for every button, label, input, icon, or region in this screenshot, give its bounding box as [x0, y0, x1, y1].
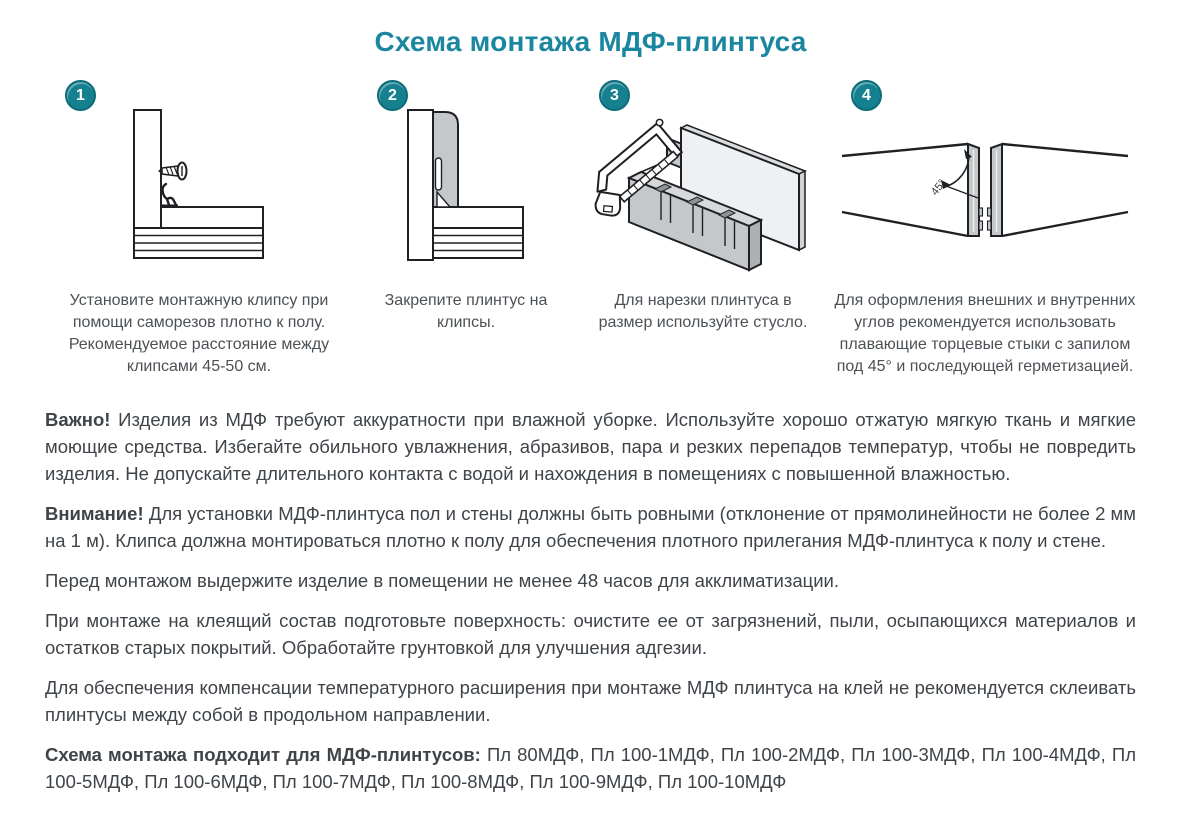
step-2-number-badge: 2 — [377, 80, 408, 111]
note-acclimatization-text: Перед монтажом выдержите изделие в помещении не менее 48 часов для акклиматизации. — [45, 570, 840, 592]
note-compatible-models — [45, 741, 1136, 795]
step-3-caption: Для нарезки плинтуса в размер используйте стусло. — [598, 292, 808, 332]
step-4 — [831, 80, 1139, 378]
step-3 — [579, 80, 827, 378]
step-2 — [357, 80, 575, 378]
note-compatible-models-list: Пл 80МДФ, Пл 100-1МДФ, Пл 100-2МДФ, Пл 100-3МДФ, Пл 100-4МДФ, Пл 100-5МДФ, Пл 100-6МДФ, Пл 100-7МДФ, Пл 100-8МДФ, Пл 100-9МДФ, Пл 100-10МДФ — [45, 744, 1136, 793]
step-1-diagram — [45, 80, 353, 278]
angle-45-label: 45° — [928, 177, 949, 198]
note-important — [45, 406, 1136, 487]
step-4-caption: Для оформления внешних и внутренних углов рекомендуется использовать плавающие торцевые стыки с запилом под 45° и последующей герметизацией. — [834, 292, 1136, 376]
saw-handle-icon — [589, 184, 628, 223]
plinth-on-clip-diagram — [406, 108, 526, 264]
corner-joint-diagram — [840, 140, 1130, 252]
right-plinth-piece-icon — [988, 144, 1129, 236]
left-plinth-piece-icon — [842, 144, 983, 236]
note-important-lead: Важно! — [45, 409, 111, 431]
miter-box-saw-diagram — [581, 86, 826, 282]
note-expansion-text: Для обеспечения компенсации температурного расширения при монтаже МДФ плинтуса на клей не рекомендуется склеивать плинтусы между собой в продольном направлении. — [45, 677, 1136, 726]
step-1 — [45, 80, 353, 378]
floor-slab-icon — [433, 207, 523, 228]
screw-icon — [158, 163, 187, 180]
step-3-number-badge: 3 — [599, 80, 630, 111]
floor-slab-icon — [161, 207, 263, 228]
note-compatible-models-lead: Схема монтажа подходит для МДФ-плинтусов: — [45, 744, 481, 766]
note-expansion — [45, 674, 1136, 728]
step-2-caption: Закрепите плинтус на клипсы. — [384, 292, 548, 332]
note-glue-surface — [45, 607, 1136, 661]
wall-clip-diagram — [132, 108, 267, 264]
notes-section — [45, 406, 1136, 795]
note-attention — [45, 500, 1136, 554]
page-title: Схема монтажа МДФ-плинтуса — [374, 26, 807, 57]
clip-slot-icon — [436, 158, 442, 190]
step-4-number-badge: 4 — [851, 80, 882, 111]
note-acclimatization — [45, 567, 1136, 594]
miter-box-icon — [629, 125, 805, 270]
clip-icon — [162, 184, 178, 207]
note-important-text: Изделия из МДФ требуют аккуратности при влажной уборке. Используйте хорошо отжатую мягкую ткань и мягкие моющие средства. Избегайте обильного увлажнения, абразивов, пара и резких перепадов температур, чтобы не повредить изделия. Не допускайте длительного контакта с водой и нахождения в помещениях с повышенной влажностью. — [45, 409, 1136, 485]
step-1-number-badge: 1 — [65, 80, 96, 111]
wall-icon — [408, 110, 433, 260]
note-glue-surface-text: При монтаже на клеящий состав подготовьте поверхность: очистите ее от загрязнений, пыли, осыпающихся материалов и остатков старых покрытий. Обработайте грунтовкой для улучшения адгезии. — [45, 610, 1136, 659]
note-attention-lead: Внимание! — [45, 503, 144, 525]
note-attention-text: Для установки МДФ-плинтуса пол и стены должны быть ровными (отклонение от прямолинейности не более 2 мм на 1 м). Клипса должна монтироваться плотно к полу для обеспечения плотного прилегания МДФ-плинтуса к полу и стене. — [45, 503, 1136, 552]
step-4-diagram — [831, 80, 1139, 278]
plinth-profile-icon — [433, 112, 458, 207]
step-1-caption: Установите монтажную клипсу при помощи саморезов плотно к полу. Рекомендуемое расстояние между клипсами 45-50 см. — [68, 292, 330, 376]
steps-row — [45, 80, 1136, 378]
wall-icon — [134, 110, 161, 228]
